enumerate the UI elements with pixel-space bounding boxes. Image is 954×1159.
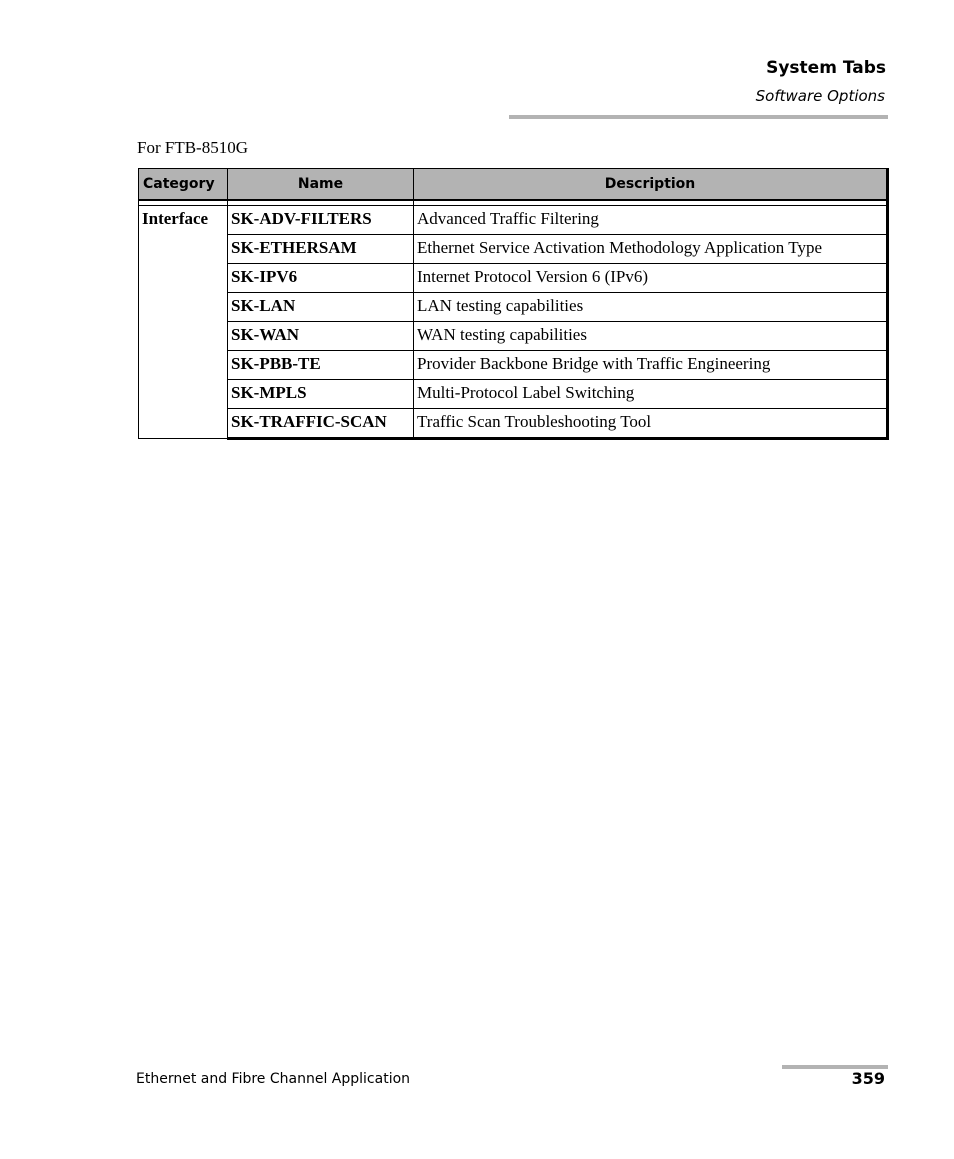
table-row — [139, 380, 888, 409]
option-name: SK-TRAFFIC-SCAN — [228, 409, 414, 439]
page-header-subtitle: Software Options — [755, 87, 885, 105]
option-description: LAN testing capabilities — [414, 293, 888, 322]
column-header-name: Name — [228, 169, 414, 201]
column-header-category: Category — [139, 169, 228, 201]
page-header-title: System Tabs — [766, 58, 886, 78]
option-description: Advanced Traffic Filtering — [414, 206, 888, 235]
table-row — [139, 351, 888, 380]
table-row — [139, 409, 888, 439]
table-row — [139, 206, 888, 235]
software-options-table — [138, 168, 889, 440]
footer-document-title: Ethernet and Fibre Channel Application — [136, 1071, 411, 1087]
table-row — [139, 293, 888, 322]
option-name: SK-ADV-FILTERS — [228, 206, 414, 235]
column-header-description: Description — [414, 169, 888, 201]
option-name: SK-ETHERSAM — [228, 235, 414, 264]
option-description: Ethernet Service Activation Methodology Application Type — [414, 235, 888, 264]
table-caption: For FTB-8510G — [137, 138, 248, 157]
option-description: WAN testing capabilities — [414, 322, 888, 351]
option-description: Traffic Scan Troubleshooting Tool — [414, 409, 888, 439]
table-row — [139, 264, 888, 293]
option-name: SK-MPLS — [228, 380, 414, 409]
option-description: Multi-Protocol Label Switching — [414, 380, 888, 409]
table-row — [139, 235, 888, 264]
option-name: SK-LAN — [228, 293, 414, 322]
header-rule — [509, 115, 888, 119]
table-row — [139, 322, 888, 351]
page-number: 359 — [851, 1069, 885, 1088]
option-name: SK-WAN — [228, 322, 414, 351]
option-name: SK-PBB-TE — [228, 351, 414, 380]
option-name: SK-IPV6 — [228, 264, 414, 293]
option-description: Internet Protocol Version 6 (IPv6) — [414, 264, 888, 293]
table-header-row — [139, 169, 888, 201]
option-description: Provider Backbone Bridge with Traffic Engineering — [414, 351, 888, 380]
category-cell: Interface — [139, 206, 228, 439]
